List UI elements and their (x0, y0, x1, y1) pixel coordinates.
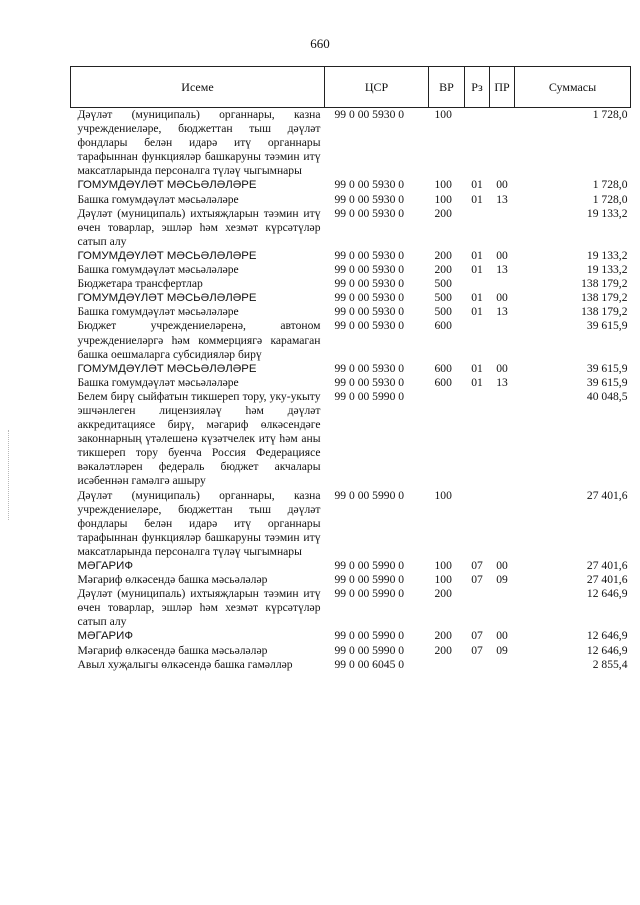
section-row (71, 249, 631, 263)
cell-rz (465, 587, 490, 629)
cell-name: Башка гомумдәүләт мәсьәләләре (77, 375, 239, 389)
cell-name: Бюджетара трансфертлар (77, 277, 203, 291)
cell-vr: 200 (434, 263, 452, 277)
cell-pr: 09 (496, 643, 508, 657)
header-csr: ЦСР (325, 67, 429, 108)
cell-vr: 600 (434, 319, 452, 333)
cell-sum: 12 646,9 (586, 629, 628, 643)
cell-name: Дәүләт (муниципаль) органнары, казна учреждениеләре, бюджеттан тыш дәүләт фондлары белән идарә итү органнары тарафыннан функцияләр башкаруны тәэмин итү максатларында персоналга түләү чыгымнары (77, 488, 321, 558)
cell-rz: 01 (471, 192, 483, 206)
cell-sum: 40 048,5 (586, 389, 628, 403)
table-row (71, 263, 631, 277)
cell-rz: 01 (471, 178, 483, 192)
cell-vr: 500 (434, 277, 452, 291)
cell-pr: 13 (496, 375, 508, 389)
cell-rz (465, 390, 490, 489)
cell-csr: 99 0 00 5930 0 (334, 361, 405, 375)
header-rz: Рз (465, 67, 490, 108)
cell-vr: 600 (434, 375, 452, 389)
cell-vr: 100 (434, 573, 452, 587)
cell-vr: 200 (434, 587, 452, 601)
cell-vr: 200 (434, 248, 452, 262)
section-row (71, 362, 631, 376)
cell-csr: 99 0 00 5930 0 (334, 206, 405, 220)
table-row (71, 319, 631, 361)
cell-name: ГОМУМДӘҮЛӘТ МӘСЬӘЛӘЛӘРЕ (77, 362, 257, 375)
cell-csr: 99 0 00 5930 0 (334, 192, 405, 206)
cell-csr: 99 0 00 5990 0 (334, 488, 405, 502)
cell-name: Мәгариф өлкәсендә башка мәсьәләләр (77, 643, 268, 657)
cell-pr: 00 (496, 559, 508, 572)
cell-rz: 01 (471, 291, 483, 305)
cell-csr: 99 0 00 5990 0 (334, 389, 405, 403)
cell-sum: 1 728,0 (592, 192, 628, 206)
header-row (71, 67, 631, 108)
table-row (71, 390, 631, 489)
cell-rz: 07 (471, 629, 483, 643)
table-row (71, 376, 631, 390)
cell-csr: 99 0 00 5990 0 (334, 643, 405, 657)
cell-rz: 01 (471, 361, 483, 375)
cell-name: МӘГАРИФ (77, 560, 134, 572)
table-row (71, 573, 631, 587)
cell-rz (465, 319, 490, 361)
cell-name: Дәүләт (муниципаль) ихтыяҗларын тәэмин итү өчен товарлар, эшләр һәм хезмәт күрсәтүләр сатып алу (77, 587, 321, 629)
cell-pr: 13 (496, 305, 508, 319)
cell-name: Башка гомумдәүләт мәсьәләләре (77, 305, 239, 319)
cell-pr: 13 (496, 192, 508, 206)
cell-pr (490, 658, 515, 672)
cell-rz (465, 207, 490, 249)
cell-pr: 00 (496, 178, 508, 192)
cell-vr: 100 (434, 108, 452, 121)
cell-vr: 200 (434, 629, 452, 643)
cell-name: ГОМУМДӘҮЛӘТ МӘСЬӘЛӘЛӘРЕ (77, 292, 257, 305)
cell-csr: 99 0 00 5930 0 (334, 248, 405, 262)
table-row (71, 644, 631, 658)
cell-vr: 200 (434, 643, 452, 657)
cell-rz (465, 108, 490, 179)
cell-sum: 19 133,2 (586, 263, 628, 277)
cell-sum: 12 646,9 (586, 587, 628, 601)
cell-rz (465, 489, 490, 559)
cell-pr (490, 489, 515, 559)
table-row (71, 108, 631, 179)
cell-csr: 99 0 00 5930 0 (334, 178, 405, 192)
cell-pr (490, 207, 515, 249)
table-body (71, 108, 631, 672)
cell-sum: 138 179,2 (581, 277, 628, 291)
cell-csr: 99 0 00 5930 0 (334, 375, 405, 389)
cell-pr (490, 390, 515, 489)
cell-name: Бюджет учреждениеләренә, автоном учреждениеләргә һәм коммерциягә карамаган башка оешмаларга субсидияләр бирү (77, 319, 321, 361)
cell-csr: 99 0 00 5930 0 (334, 263, 405, 277)
page-number: 660 (310, 36, 330, 51)
cell-sum: 138 179,2 (581, 305, 628, 319)
cell-pr: 13 (496, 263, 508, 277)
cell-vr: 600 (434, 361, 452, 375)
cell-pr: 00 (496, 629, 508, 643)
cell-sum: 27 401,6 (586, 559, 628, 572)
cell-rz: 07 (471, 559, 483, 572)
cell-pr: 00 (496, 361, 508, 375)
cell-csr: 99 0 00 5930 0 (334, 305, 405, 319)
cell-csr: 99 0 00 5990 0 (334, 559, 405, 572)
scan-edge-marks (8, 430, 10, 520)
cell-vr: 100 (434, 488, 452, 502)
cell-vr: 100 (434, 178, 452, 192)
cell-name: Белем бирү сыйфатын тикшереп тору, уку-укыту эшчәнлеген лицензияләү һәм дәүләт аккредитациясе бирү, мәгариф өлкәсендәге законнарның үтәлешенә күзәтчелек итү һәм аны тикшереп тору буенча Россия Федерациясе вәкаләтләрен федераль бюджет акчалары исәбеннән гамәлгә ашыру (77, 389, 321, 488)
table-row (71, 207, 631, 249)
cell-rz (465, 658, 490, 672)
cell-rz: 01 (471, 263, 483, 277)
cell-sum: 19 133,2 (586, 248, 628, 262)
cell-rz: 07 (471, 573, 483, 587)
cell-name: МӘГАРИФ (77, 630, 134, 643)
cell-csr: 99 0 00 5990 0 (334, 629, 405, 643)
cell-sum: 12 646,9 (586, 643, 628, 657)
cell-csr: 99 0 00 5930 0 (334, 291, 405, 305)
table-row (71, 587, 631, 629)
cell-pr (490, 277, 515, 291)
cell-rz: 07 (471, 643, 483, 657)
table-header (71, 67, 631, 108)
cell-sum: 1 728,0 (592, 178, 628, 192)
cell-vr: 500 (434, 305, 452, 319)
cell-sum: 39 615,9 (586, 361, 628, 375)
cell-rz: 01 (471, 248, 483, 262)
header-name: Исеме (71, 67, 325, 108)
budget-table (70, 66, 631, 672)
cell-sum: 27 401,6 (586, 573, 628, 587)
section-row (71, 629, 631, 643)
cell-csr: 99 0 00 5930 0 (334, 108, 405, 121)
cell-csr: 99 0 00 5990 0 (334, 587, 405, 601)
cell-sum: 19 133,2 (586, 206, 628, 220)
cell-csr: 99 0 00 5930 0 (334, 277, 405, 291)
cell-sum: 1 728,0 (592, 108, 628, 121)
cell-vr: 100 (434, 192, 452, 206)
cell-name: Башка гомумдәүләт мәсьәләләре (77, 263, 239, 277)
table-row (71, 305, 631, 319)
cell-sum: 2 855,4 (592, 657, 628, 671)
cell-vr: 100 (434, 559, 452, 572)
cell-sum: 27 401,6 (586, 488, 628, 502)
cell-pr: 00 (496, 291, 508, 305)
budget-sheet (70, 66, 630, 672)
header-pr: ПР (490, 67, 515, 108)
cell-csr: 99 0 00 5930 0 (334, 319, 405, 333)
cell-csr: 99 0 00 6045 0 (334, 657, 405, 671)
cell-sum: 138 179,2 (581, 291, 628, 305)
table-row (71, 658, 631, 672)
cell-vr: 500 (434, 291, 452, 305)
section-row (71, 291, 631, 305)
table-row (71, 193, 631, 207)
cell-name: ГОМУМДӘҮЛӘТ МӘСЬӘЛӘЛӘРЕ (77, 179, 257, 192)
header-sum: Суммасы (515, 67, 631, 108)
cell-name: Дәүләт (муниципаль) органнары, казна учреждениеләре, бюджеттан тыш дәүләт фондлары белән идарә итү органнары тарафыннан функцияләр башкаруны тәэмин итү максатларында персоналга түләү чыгымнары (77, 108, 321, 178)
section-row (71, 559, 631, 573)
cell-pr: 09 (496, 573, 508, 587)
cell-name: Дәүләт (муниципаль) ихтыяҗларын тәэмин итү өчен товарлар, эшләр һәм хезмәт күрсәтүләр сатып алу (77, 206, 321, 248)
cell-name: Башка гомумдәүләт мәсьәләләре (77, 192, 239, 206)
table-row (71, 489, 631, 559)
cell-rz: 01 (471, 305, 483, 319)
cell-sum: 39 615,9 (586, 375, 628, 389)
cell-rz (465, 277, 490, 291)
cell-pr: 00 (496, 248, 508, 262)
cell-pr (490, 587, 515, 629)
cell-rz: 01 (471, 375, 483, 389)
cell-pr (490, 108, 515, 179)
section-row (71, 178, 631, 192)
cell-vr (429, 658, 465, 672)
cell-csr: 99 0 00 5990 0 (334, 573, 405, 587)
cell-pr (490, 319, 515, 361)
cell-name: Авыл хуҗалыгы өлкәсендә башка гамәлләр (77, 657, 293, 671)
cell-vr (429, 390, 465, 489)
cell-vr: 200 (434, 206, 452, 220)
cell-name: Мәгариф өлкәсендә башка мәсьәләләр (77, 573, 268, 587)
cell-name: ГОМУМДӘҮЛӘТ МӘСЬӘЛӘЛӘРЕ (77, 249, 257, 262)
table-row (71, 277, 631, 291)
header-vr: ВР (429, 67, 465, 108)
cell-sum: 39 615,9 (586, 319, 628, 333)
